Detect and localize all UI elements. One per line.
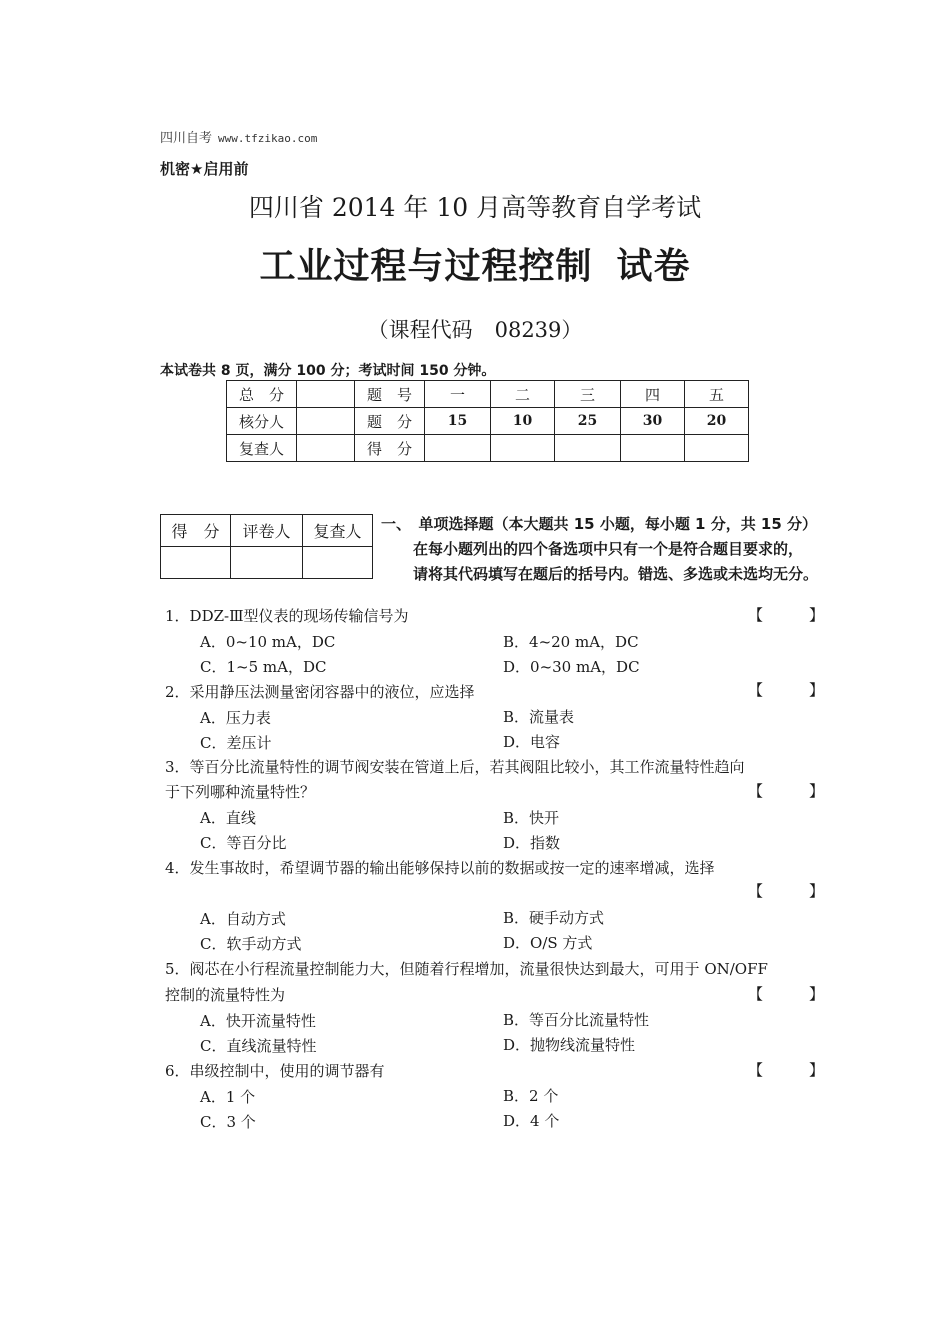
option-c: C．等百分比 bbox=[200, 834, 287, 852]
answer-bracket[interactable]: 【 】 bbox=[748, 606, 825, 624]
score-cell bbox=[425, 435, 491, 462]
grader-cell bbox=[231, 547, 303, 579]
question-stem-cont: 控制的流量特性为 bbox=[165, 986, 286, 1004]
paper-title-suffix: 试卷 bbox=[616, 246, 691, 287]
option-b: B．等百分比流量特性 bbox=[503, 1011, 650, 1029]
option-a: A．1 个 bbox=[200, 1088, 256, 1106]
grader-table bbox=[160, 514, 373, 579]
confidential-label: 机密★启用前 bbox=[160, 160, 249, 178]
watermark bbox=[160, 127, 317, 146]
score-cell: 得 分 bbox=[355, 435, 425, 462]
score-cell: 复查人 bbox=[227, 435, 297, 462]
option-d: D．抛物线流量特性 bbox=[503, 1036, 636, 1054]
grader-cell: 得 分 bbox=[161, 515, 231, 547]
option-b: B．快开 bbox=[503, 809, 560, 827]
section-heading bbox=[381, 512, 818, 587]
grader-cell bbox=[303, 547, 373, 579]
answer-bracket[interactable]: 【 】 bbox=[748, 985, 825, 1003]
paper-title bbox=[0, 238, 950, 289]
paper-title-main: 工业过程与过程控制 bbox=[259, 246, 593, 287]
grader-cell bbox=[161, 547, 231, 579]
score-cell bbox=[297, 381, 355, 408]
option-d: D．4 个 bbox=[503, 1112, 560, 1130]
section-instruction: 在每小题列出的四个备选项中只有一个是符合题目要求的， bbox=[413, 540, 804, 558]
option-b: B．硬手动方式 bbox=[503, 909, 605, 927]
option-a: A．压力表 bbox=[200, 709, 271, 727]
question-stem-cont: 于下列哪种流量特性？ bbox=[165, 783, 316, 801]
score-cell: 30 bbox=[621, 408, 685, 435]
score-cell bbox=[555, 435, 621, 462]
option-d: D．0~30 mA，DC bbox=[503, 658, 640, 676]
option-c: C．差压计 bbox=[200, 734, 272, 752]
option-c: C．直线流量特性 bbox=[200, 1037, 317, 1055]
question-stem: 4．发生事故时，希望调节器的输出能够保持以前的数据或按一定的速率增减，选择 bbox=[165, 859, 715, 877]
grader-table-row bbox=[161, 547, 373, 579]
score-cell: 五 bbox=[685, 381, 749, 408]
watermark-site: www.tfzikao.com bbox=[218, 132, 318, 145]
question-stem: 1．DDZ-Ⅲ型仪表的现场传输信号为 bbox=[165, 607, 409, 625]
question-stem: 2．采用静压法测量密闭容器中的液位，应选择 bbox=[165, 683, 475, 701]
score-cell: 题 号 bbox=[355, 381, 425, 408]
answer-bracket[interactable]: 【 】 bbox=[748, 782, 825, 800]
score-table-row bbox=[227, 381, 749, 408]
score-table-row bbox=[227, 408, 749, 435]
grader-cell: 评卷人 bbox=[231, 515, 303, 547]
section-title: 一、 单项选择题（本大题共 15 小题，每小题 1 分，共 15 分） bbox=[381, 515, 818, 533]
answer-bracket[interactable]: 【 】 bbox=[748, 1061, 825, 1079]
score-cell: 20 bbox=[685, 408, 749, 435]
option-c: C．软手动方式 bbox=[200, 935, 302, 953]
score-cell: 题 分 bbox=[355, 408, 425, 435]
course-code-value: 08239） bbox=[494, 318, 583, 342]
exam-title: 四川省 2014 年 10 月高等教育自学考试 bbox=[248, 193, 702, 222]
score-cell bbox=[491, 435, 555, 462]
option-b: B．流量表 bbox=[503, 708, 575, 726]
score-cell: 10 bbox=[491, 408, 555, 435]
section-instruction: 请将其代码填写在题后的括号内。错选、多选或未选均无分。 bbox=[413, 565, 819, 583]
question-stem: 5．阀芯在小行程流量控制能力大，但随着行程增加，流量很快达到最大，可用于 ON/OFF bbox=[165, 960, 768, 978]
option-a: A．0~10 mA，DC bbox=[200, 633, 336, 651]
score-cell: 15 bbox=[425, 408, 491, 435]
option-a: A．直线 bbox=[200, 809, 256, 827]
grader-cell: 复查人 bbox=[303, 515, 373, 547]
answer-bracket[interactable]: 【 】 bbox=[748, 681, 825, 699]
grader-table-header bbox=[161, 515, 373, 547]
exam-info: 本试卷共 8 页，满分 100 分；考试时间 150 分钟。 bbox=[160, 363, 496, 379]
score-cell: 二 bbox=[491, 381, 555, 408]
option-b: B．2 个 bbox=[503, 1087, 559, 1105]
score-cell: 总 分 bbox=[227, 381, 297, 408]
option-a: A．快开流量特性 bbox=[200, 1012, 316, 1030]
score-cell: 三 bbox=[555, 381, 621, 408]
score-cell: 四 bbox=[621, 381, 685, 408]
watermark-name: 四川自考 bbox=[160, 131, 213, 146]
question-stem: 3．等百分比流量特性的调节阀安装在管道上后，若其阀阻比较小，其工作流量特性趋向 bbox=[165, 758, 745, 776]
score-cell bbox=[297, 435, 355, 462]
option-d: D．O/S 方式 bbox=[503, 934, 593, 952]
option-d: D．指数 bbox=[503, 834, 561, 852]
score-table bbox=[226, 380, 749, 462]
course-code-label: （课程代码 bbox=[367, 318, 473, 342]
score-cell bbox=[685, 435, 749, 462]
option-c: C．1~5 mA，DC bbox=[200, 658, 327, 676]
score-table-row bbox=[227, 435, 749, 462]
option-b: B．4~20 mA，DC bbox=[503, 633, 639, 651]
option-a: A．自动方式 bbox=[200, 910, 286, 928]
score-cell bbox=[621, 435, 685, 462]
score-cell: 核分人 bbox=[227, 408, 297, 435]
option-c: C．3 个 bbox=[200, 1113, 256, 1131]
answer-bracket[interactable]: 【 】 bbox=[748, 882, 825, 900]
score-cell bbox=[297, 408, 355, 435]
score-cell: 25 bbox=[555, 408, 621, 435]
course-code bbox=[0, 314, 950, 344]
option-d: D．电容 bbox=[503, 733, 561, 751]
question-stem: 6．串级控制中，使用的调节器有 bbox=[165, 1062, 385, 1080]
score-cell: 一 bbox=[425, 381, 491, 408]
